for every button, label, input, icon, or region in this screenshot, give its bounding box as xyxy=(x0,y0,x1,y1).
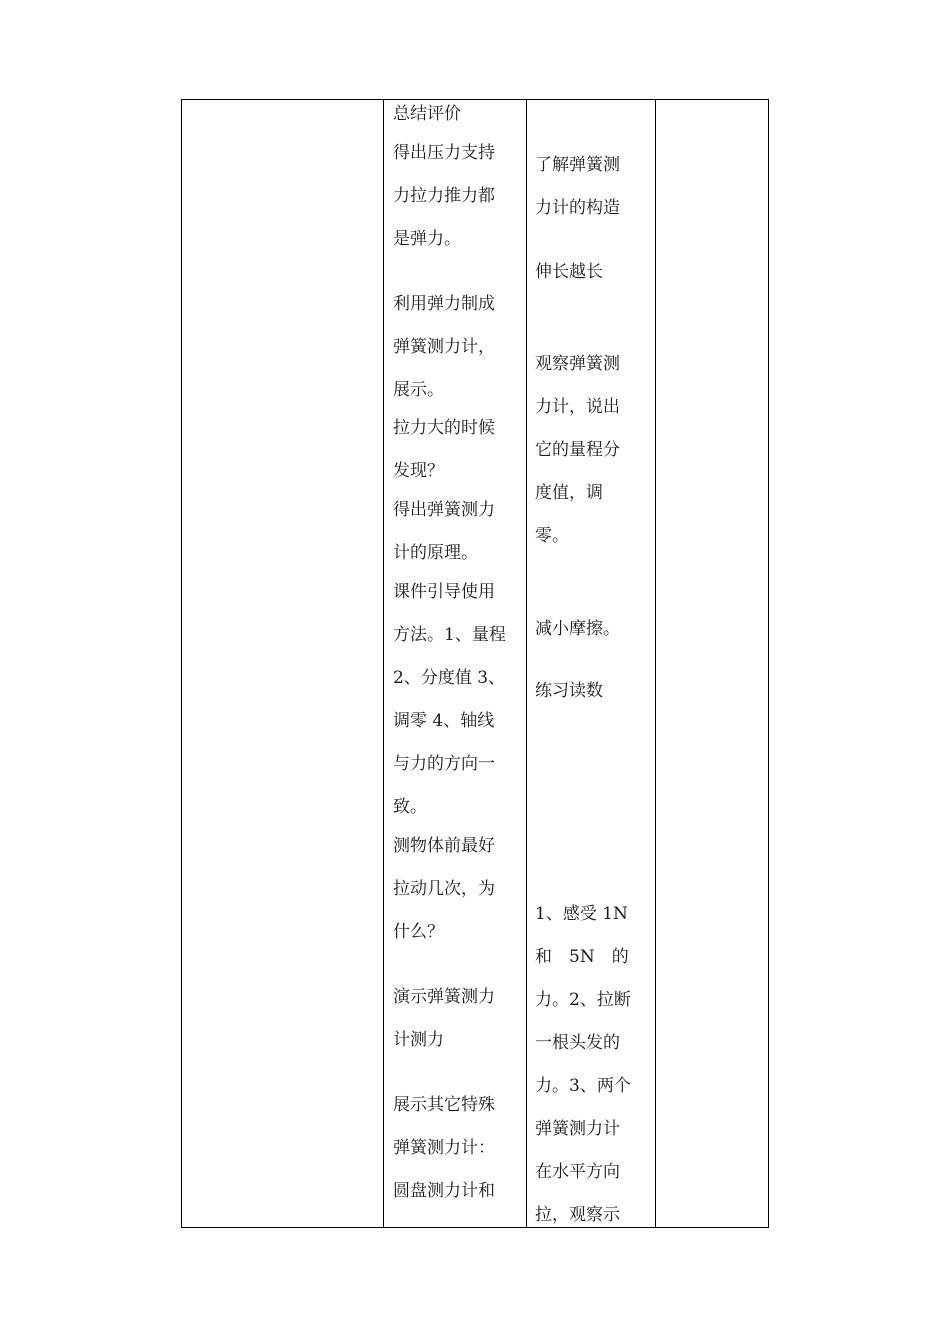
text-line: 弹簧测力计： xyxy=(393,1138,495,1158)
text-line: 拉，观察示 xyxy=(535,1205,620,1225)
text-line: 减小摩擦。 xyxy=(535,619,620,639)
text-line: 和 5N 的 xyxy=(535,947,629,967)
text-line: 测物体前最好 xyxy=(393,836,495,856)
text-line: 发现？ xyxy=(393,461,444,481)
text-line: 拉力大的时候 xyxy=(393,418,495,438)
cell-teacher-activity xyxy=(384,100,526,1227)
text-line: 致。 xyxy=(393,797,427,817)
text-line: 它的量程分 xyxy=(535,440,620,460)
text-line: 调零 4、轴线 xyxy=(393,711,495,731)
text-line: 圆盘测力计和 xyxy=(393,1181,495,1201)
lesson-plan-table xyxy=(181,99,769,1228)
text-line: 展示。 xyxy=(393,380,444,400)
text-line: 练习读数 xyxy=(535,681,603,701)
text-line: 力计的构造 xyxy=(535,198,620,218)
text-line: 弹簧测力计， xyxy=(393,337,495,357)
text-line: 伸长越长 xyxy=(535,262,603,282)
cell-column-4 xyxy=(656,100,769,1227)
text-line: 展示其它特殊 xyxy=(393,1095,495,1115)
text-line: 计测力 xyxy=(393,1030,444,1050)
text-line: 计的原理。 xyxy=(393,543,478,563)
text-line: 了解弹簧测 xyxy=(535,155,620,175)
text-line: 总结评价 xyxy=(393,104,461,124)
text-line: 力拉力推力都 xyxy=(393,186,495,206)
text-line: 课件引导使用 xyxy=(393,582,495,602)
text-line: 得出弹簧测力 xyxy=(393,500,495,520)
text-line: 什么？ xyxy=(393,922,444,942)
text-line: 零。 xyxy=(535,526,569,546)
text-line: 演示弹簧测力 xyxy=(393,987,495,1007)
text-line: 得出压力支持 xyxy=(393,143,495,163)
text-line: 力。2、拉断 xyxy=(535,990,631,1010)
text-line: 是弹力。 xyxy=(393,229,461,249)
text-line: 拉动几次，为 xyxy=(393,879,495,899)
text-line: 利用弹力制成 xyxy=(393,294,495,314)
text-line: 观察弹簧测 xyxy=(535,354,620,374)
text-line: 方法。1、量程 xyxy=(393,625,506,645)
text-line: 在水平方向 xyxy=(535,1162,620,1182)
text-line: 度值，调 xyxy=(535,483,603,503)
text-line: 2、分度值 3、 xyxy=(393,668,506,688)
text-line: 力。3、两个 xyxy=(535,1076,631,1096)
text-line: 一根头发的 xyxy=(535,1033,620,1053)
text-line: 弹簧测力计 xyxy=(535,1119,620,1139)
text-line: 与力的方向一 xyxy=(393,754,495,774)
text-line: 1、感受 1N xyxy=(535,904,628,924)
cell-student-activity xyxy=(527,100,655,1227)
text-line: 力计，说出 xyxy=(535,397,620,417)
cell-column-1 xyxy=(182,100,383,1227)
